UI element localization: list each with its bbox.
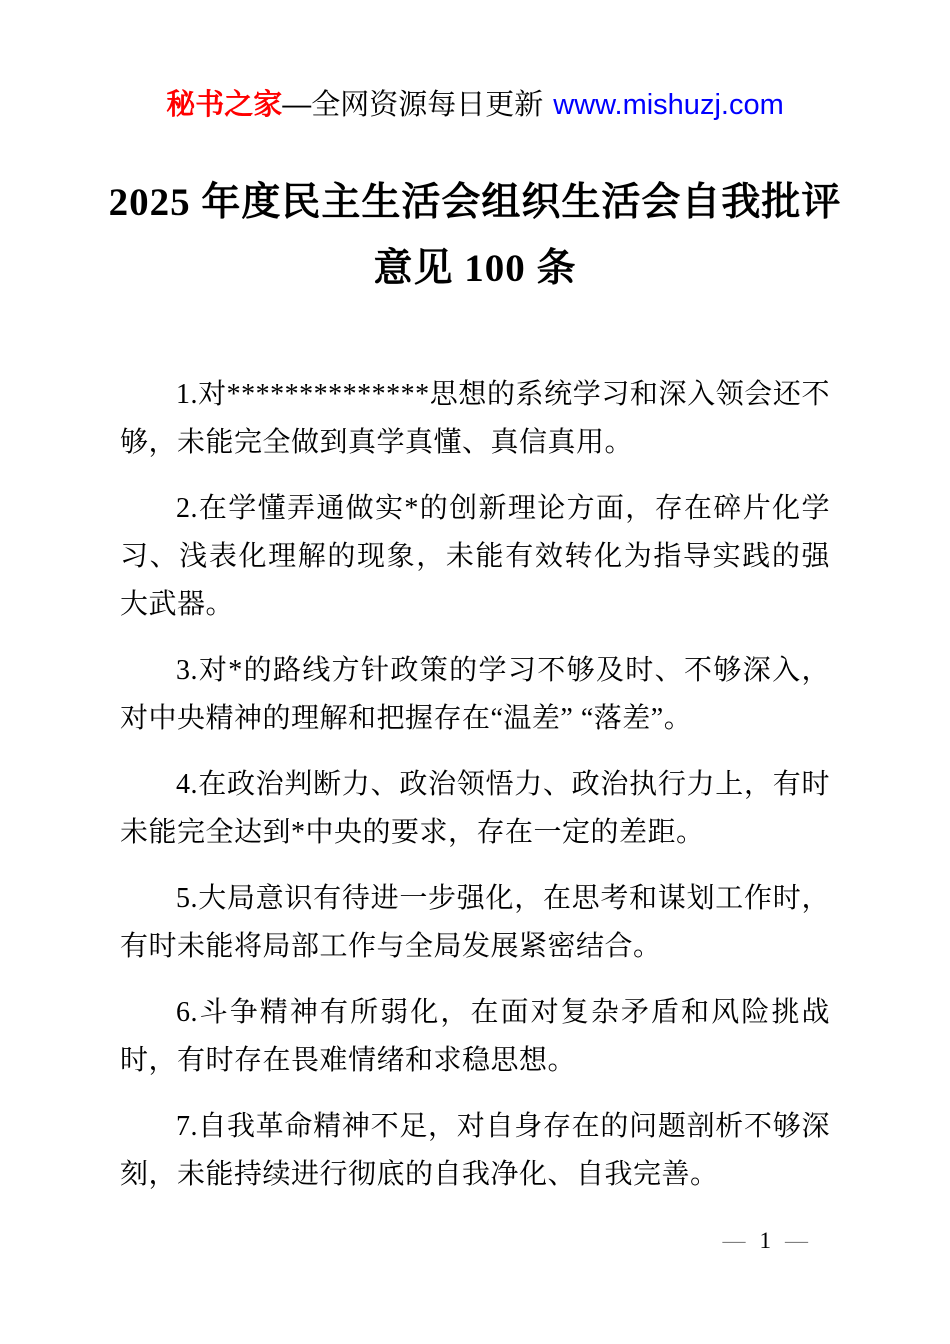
page-number-dash-right: — — [785, 1228, 808, 1253]
list-item: 6.斗争精神有所弱化，在面对复杂矛盾和风险挑战时，有时存在畏难情绪和求稳思想。 — [120, 997, 830, 1076]
page-number-value: 1 — [759, 1228, 771, 1253]
page-number-dash-left: — — [722, 1228, 746, 1253]
page-number — [723, 1226, 809, 1256]
list-item: 1.对**************思想的系统学习和深入领会还不够，未能完全做到真学真懂、真信真用。 — [120, 379, 830, 458]
site-name: 秘书之家 — [166, 89, 283, 121]
document-body — [0, 371, 950, 1199]
document-header — [0, 88, 950, 122]
site-tagline: —全网资源每日更新 — [282, 89, 544, 121]
site-url-link[interactable]: www.mishuzj.com — [553, 89, 784, 121]
list-item: 5.大局意识有待进一步强化，在思考和谋划工作时，有时未能将局部工作与全局发展紧密结合。 — [120, 883, 830, 962]
page-title-line2: 意见 100 条 — [373, 247, 577, 290]
list-item: 4.在政治判断力、政治领悟力、政治执行力上，有时未能完全达到*中央的要求，存在一定的差距。 — [120, 769, 830, 848]
list-item: 3.对*的路线方针政策的学习不够及时、不够深入，对中央精神的理解和把握存在“温差” “落差”。 — [120, 655, 830, 734]
page-title — [0, 170, 950, 302]
page-title-line1: 2025 年度民主生活会组织生活会自我批评 — [108, 181, 842, 224]
list-item: 2.在学懂弄通做实*的创新理论方面，存在碎片化学习、浅表化理解的现象，未能有效转化为指导实践的强大武器。 — [120, 493, 830, 620]
list-item: 7.自我革命精神不足，对自身存在的问题剖析不够深刻，未能持续进行彻底的自我净化、自我完善。 — [120, 1111, 830, 1190]
